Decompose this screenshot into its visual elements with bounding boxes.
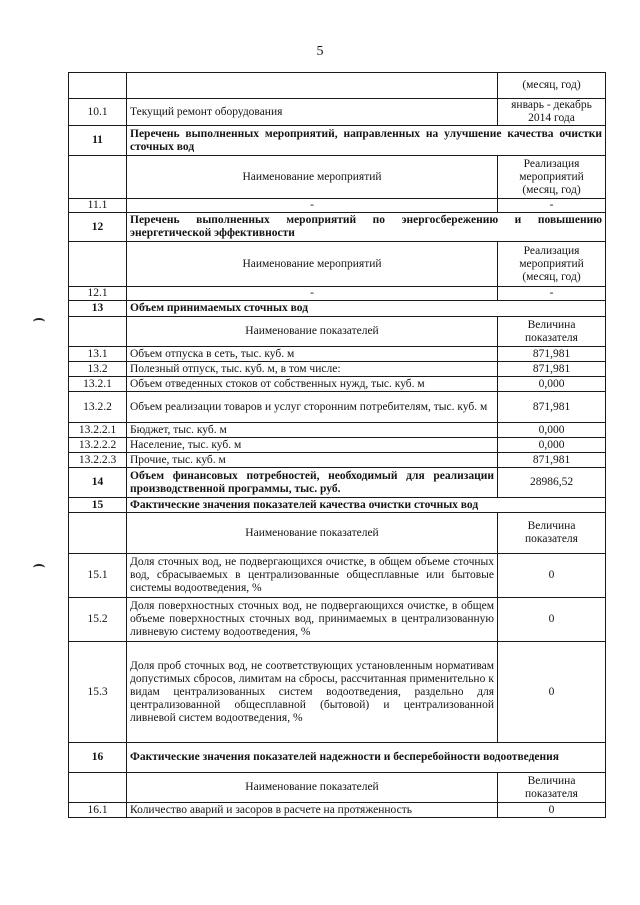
row-description: Население, тыс. куб. м (127, 438, 498, 453)
table-row (69, 453, 606, 468)
row-description: - (127, 199, 498, 213)
row-number: 13.2.1 (69, 377, 127, 392)
row-number (69, 242, 127, 287)
row-value: 0 (498, 803, 606, 818)
column-header: Наименование мероприятий (127, 242, 498, 287)
column-header: Наименование показателей (127, 317, 498, 347)
row-number: 12 (69, 213, 127, 242)
margin-mark (33, 564, 45, 572)
row-description: Доля сточных вод, не подвергающихся очистке, в общем объеме сточных вод, сбрасываемых в централизованные общесплавные или бытовые системы водоотведения, % (127, 554, 498, 598)
row-number: 16.1 (69, 803, 127, 818)
row-number: 13.2.2.3 (69, 453, 127, 468)
table-row (69, 803, 606, 818)
row-description: Прочие, тыс. куб. м (127, 453, 498, 468)
section-title: Перечень выполненных мероприятий по энергосбережению и повышению энергетической эффективности (127, 213, 606, 242)
column-header: Наименование мероприятий (127, 156, 498, 199)
section-title: Объем финансовых потребностей, необходимый для реализации производственной программы, тыс. руб. (127, 468, 498, 498)
table-row (69, 73, 606, 99)
row-value: январь - декабрь 2014 года (498, 99, 606, 126)
row-number: 14 (69, 468, 127, 498)
row-value: 0,000 (498, 423, 606, 438)
row-value: 0 (498, 554, 606, 598)
table-row (69, 347, 606, 362)
column-header: Наименование показателей (127, 773, 498, 803)
table-row (69, 743, 606, 773)
row-number (69, 773, 127, 803)
row-value: 0,000 (498, 377, 606, 392)
row-description: Текущий ремонт оборудования (127, 99, 498, 126)
section-title: Фактические значения показателей надежности и бесперебойности водоотведения (127, 743, 606, 773)
row-number: 10.1 (69, 99, 127, 126)
row-description: - (127, 287, 498, 301)
row-value: 0 (498, 598, 606, 642)
table-row (69, 468, 606, 498)
row-value: - (498, 287, 606, 301)
row-description (127, 73, 498, 99)
table-row (69, 242, 606, 287)
row-description: Полезный отпуск, тыс. куб. м, в том числе: (127, 362, 498, 377)
row-number: 11 (69, 126, 127, 156)
value-header: Величина показателя (498, 513, 606, 554)
row-number (69, 513, 127, 554)
page-number: 5 (316, 44, 324, 59)
row-number: 13.1 (69, 347, 127, 362)
table-row (69, 392, 606, 423)
table-row (69, 598, 606, 642)
row-number: 15.2 (69, 598, 127, 642)
table-row (69, 301, 606, 317)
row-number (69, 73, 127, 99)
table-row (69, 423, 606, 438)
row-value: 871,981 (498, 453, 606, 468)
row-value: 871,981 (498, 392, 606, 423)
table-row (69, 773, 606, 803)
row-number: 13.2.2.1 (69, 423, 127, 438)
table-row (69, 317, 606, 347)
row-value: (месяц, год) (498, 73, 606, 99)
row-number: 13 (69, 301, 127, 317)
report-table (68, 72, 606, 818)
table-row (69, 513, 606, 554)
table-row (69, 126, 606, 156)
table-row (69, 156, 606, 199)
table-row (69, 287, 606, 301)
row-number (69, 156, 127, 199)
row-description: Количество аварий и засоров в расчете на протяженность (127, 803, 498, 818)
row-description: Доля поверхностных сточных вод, не подвергающихся очистке, в общем объеме поверхностных сточных вод, принимаемых в централизованную ливневую систему водоотведения, % (127, 598, 498, 642)
row-number: 15.1 (69, 554, 127, 598)
value-header: Реализация мероприятий (месяц, год) (498, 156, 606, 199)
table-row (69, 199, 606, 213)
row-description: Бюджет, тыс. куб. м (127, 423, 498, 438)
table-row (69, 498, 606, 513)
row-description: Доля проб сточных вод, не соответствующих установленным нормативам допустимых сбросов, лимитам на сбросы, рассчитанная применительно к видам централизованных систем водоотведения, раздельно для централизованной общесплавной (бытовой) и централизованной ливневой систем водоотведения, % (127, 642, 498, 743)
row-description: Объем реализации товаров и услуг сторонним потребителям, тыс. куб. м (127, 392, 498, 423)
row-value: 0 (498, 642, 606, 743)
value-header: Величина показателя (498, 773, 606, 803)
row-value: - (498, 199, 606, 213)
row-value: 871,981 (498, 362, 606, 377)
row-number: 13.2.2.2 (69, 438, 127, 453)
row-value: 0,000 (498, 438, 606, 453)
row-value: 871,981 (498, 347, 606, 362)
row-number: 12.1 (69, 287, 127, 301)
table-row (69, 554, 606, 598)
row-number: 16 (69, 743, 127, 773)
table-row (69, 642, 606, 743)
margin-mark (33, 318, 45, 326)
row-number: 15 (69, 498, 127, 513)
table-row (69, 362, 606, 377)
row-number: 13.2.2 (69, 392, 127, 423)
section-title: Перечень выполненных мероприятий, направленных на улучшение качества очистки сточных вод (127, 126, 606, 156)
row-number: 11.1 (69, 199, 127, 213)
row-description: Объем отпуска в сеть, тыс. куб. м (127, 347, 498, 362)
table-row (69, 438, 606, 453)
row-number: 15.3 (69, 642, 127, 743)
column-header: Наименование показателей (127, 513, 498, 554)
row-number: 13.2 (69, 362, 127, 377)
row-number (69, 317, 127, 347)
section-title: Фактические значения показателей качества очистки сточных вод (127, 498, 606, 513)
table-row (69, 377, 606, 392)
value-header: Реализация мероприятий (месяц, год) (498, 242, 606, 287)
table-row (69, 213, 606, 242)
section-title: Объем принимаемых сточных вод (127, 301, 606, 317)
table-row (69, 99, 606, 126)
row-description: Объем отведенных стоков от собственных нужд, тыс. куб. м (127, 377, 498, 392)
value-header: Величина показателя (498, 317, 606, 347)
table-body (69, 73, 606, 818)
row-value: 28986,52 (498, 468, 606, 498)
